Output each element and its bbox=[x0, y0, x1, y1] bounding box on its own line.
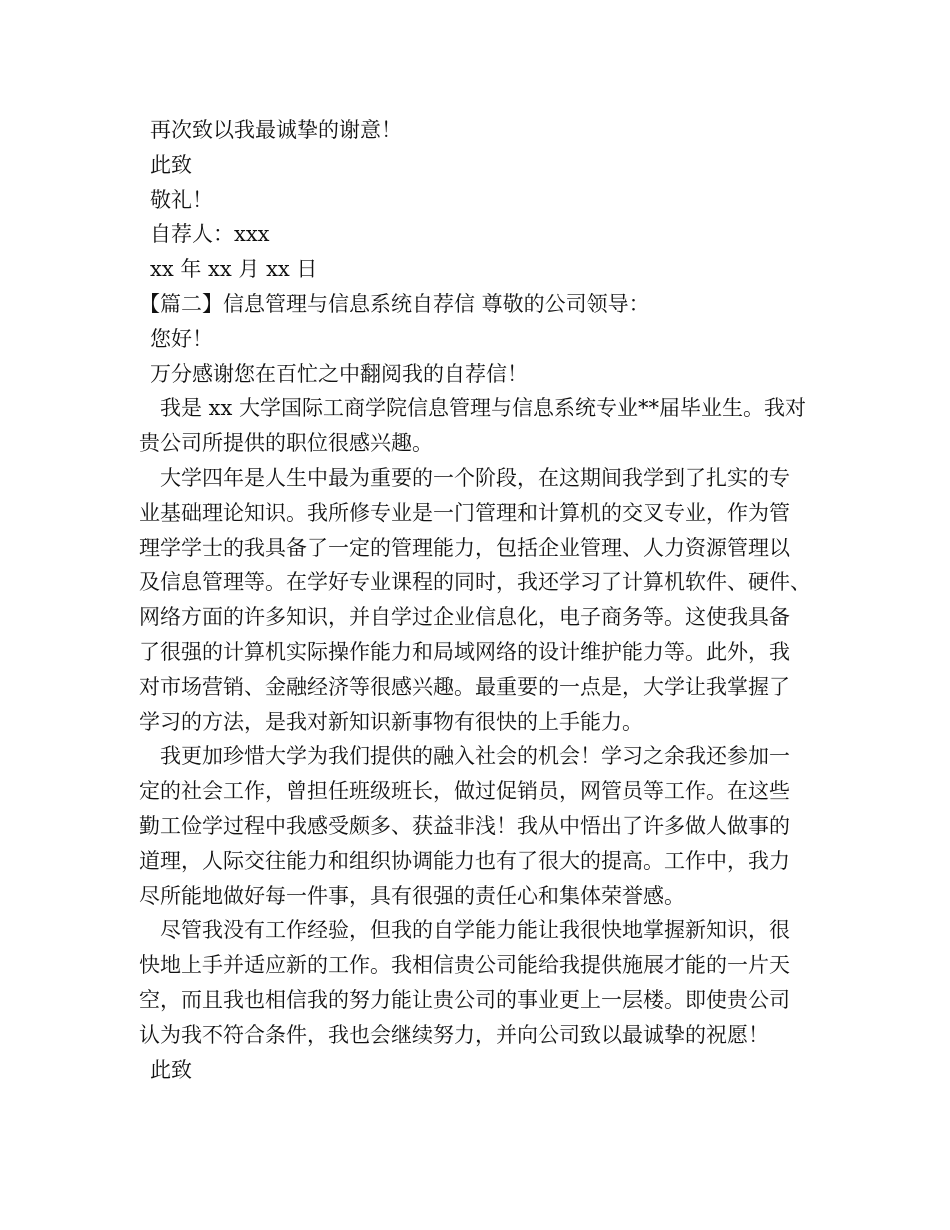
paragraph-line: 大学四年是人生中最为重要的一个阶段，在这期间我学到了扎实的专 bbox=[160, 465, 790, 490]
paragraph-line: 认为我不符合条件，我也会继续努力，并向公司致以最诚挚的祝愿！ bbox=[139, 1022, 769, 1047]
paragraph-line: 定的社会工作，曾担任班级班长，做过促销员，网管员等工作。在这些 bbox=[139, 779, 790, 804]
paragraph-line: 对市场营销、金融经济等很感兴趣。最重要的一点是，大学让我掌握了 bbox=[139, 674, 790, 699]
paragraph-line: 勤工俭学过程中我感受颇多、获益非浅！我从中悟出了许多做人做事的 bbox=[139, 813, 790, 838]
paragraph-line: 道理，人际交往能力和组织协调能力也有了很大的提高。工作中，我力 bbox=[139, 848, 790, 873]
paragraph-line: 快地上手并适应新的工作。我相信贵公司能给我提供施展才能的一片天 bbox=[139, 953, 790, 978]
final-salutation: 此致 bbox=[150, 1057, 192, 1082]
paragraph-social-work bbox=[139, 739, 829, 913]
greeting-thanks: 万分感谢您在百忙之中翻阅我的自荐信！ bbox=[150, 361, 528, 386]
paragraph-line: 及信息管理等。在学好专业课程的同时，我还学习了计算机软件、硬件、 bbox=[139, 570, 811, 595]
date-line: xx 年 xx 月 xx 日 bbox=[150, 257, 318, 282]
greeting-hello: 您好！ bbox=[150, 326, 213, 351]
closing-thanks: 再次致以我最诚挚的谢意！ bbox=[150, 118, 402, 142]
paragraph-closing bbox=[139, 913, 829, 1052]
document-page bbox=[139, 113, 829, 1087]
paragraph-line: 我更加珍惜大学为我们提供的融入社会的机会！学习之余我还参加一 bbox=[160, 744, 790, 769]
closing-salutation: 此致 bbox=[150, 152, 192, 177]
paragraph-university bbox=[139, 461, 829, 739]
section-heading: 【篇二】信息管理与信息系统自荐信 尊敬的公司领导： bbox=[139, 291, 650, 316]
paragraph-line: 我是 xx 大学国际工商学院信息管理与信息系统专业**届毕业生。我对 bbox=[160, 396, 807, 421]
paragraph-line: 理学学士的我具备了一定的管理能力，包括企业管理、人力资源管理以 bbox=[139, 535, 790, 560]
paragraph-line: 学习的方法，是我对新知识新事物有很快的上手能力。 bbox=[139, 709, 643, 734]
paragraph-line: 尽管我没有工作经验，但我的自学能力能让我很快地掌握新知识，很 bbox=[160, 918, 790, 943]
paragraph-line: 了很强的计算机实际操作能力和局域网络的设计维护能力等。此外，我 bbox=[139, 639, 790, 664]
paragraph-line: 业基础理论知识。我所修专业是一门管理和计算机的交叉专业，作为管 bbox=[139, 500, 790, 525]
paragraph-line: 网络方面的许多知识，并自学过企业信息化，电子商务等。这使我具备 bbox=[139, 605, 790, 630]
closing-respect: 敬礼！ bbox=[150, 187, 213, 212]
paragraph-line: 尽所能地做好每一件事，具有很强的责任心和集体荣誉感。 bbox=[139, 883, 685, 908]
paragraph-intro bbox=[139, 391, 829, 461]
paragraph-line: 空，而且我也相信我的努力能让贵公司的事业更上一层楼。即使贵公司 bbox=[139, 987, 790, 1012]
paragraph-line: 贵公司所提供的职位很感兴趣。 bbox=[139, 431, 433, 456]
signature-line: 自荐人：xxx bbox=[150, 222, 270, 247]
